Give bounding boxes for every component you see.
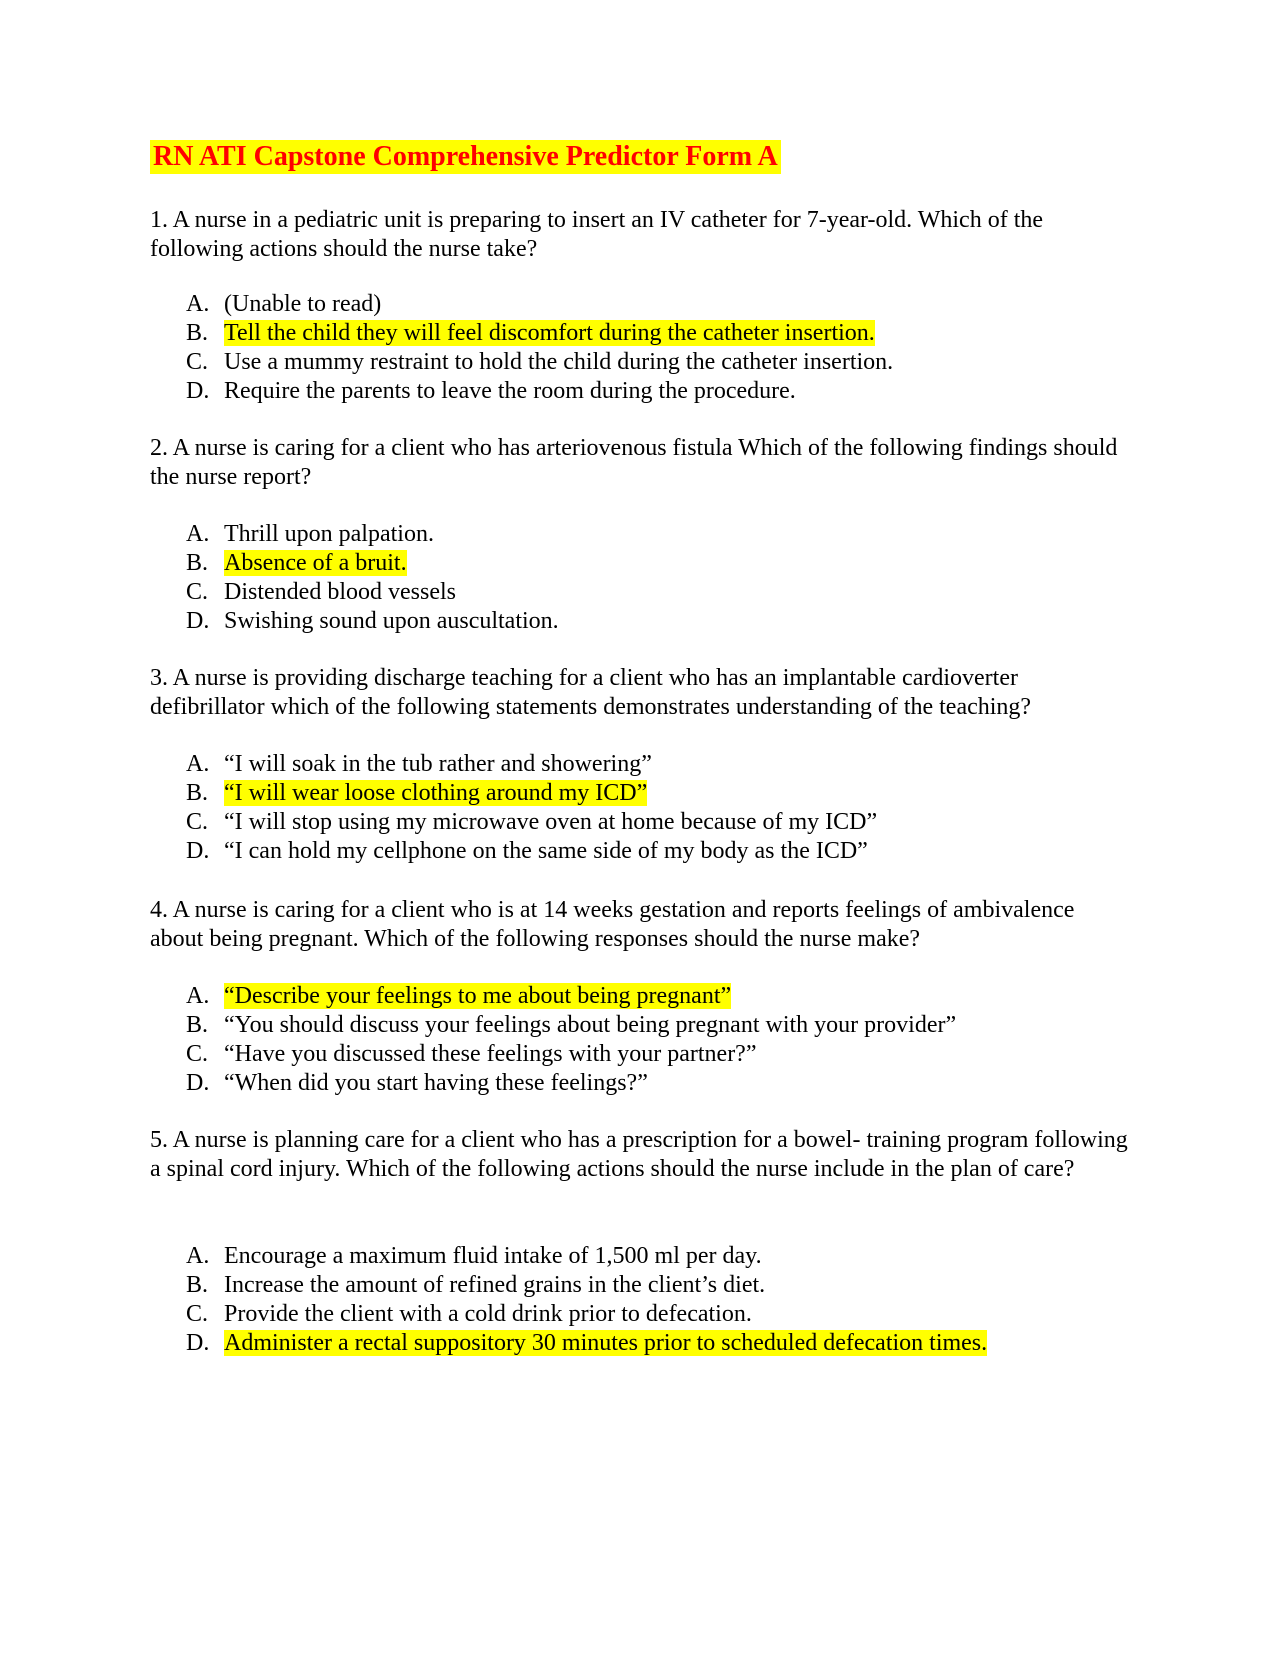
question-1-stem: 1. A nurse in a pediatric unit is preparing to insert an IV catheter for 7-year-old. Which of the following actions should the nurse take? — [150, 207, 1044, 262]
option-text: Encourage a maximum fluid intake of 1,500 ml per day. — [224, 1243, 762, 1269]
option-letter: D. — [186, 838, 210, 864]
option-text: Use a mummy restraint to hold the child during the catheter insertion. — [224, 349, 894, 375]
option-text: “Have you discussed these feelings with your partner?” — [224, 1041, 757, 1067]
question-2-stem: 2. A nurse is caring for a client who has arteriovenous fistula Which of the following findings should the nurse report? — [150, 435, 1118, 490]
option-text: Provide the client with a cold drink prior to defecation. — [224, 1301, 752, 1327]
option-4a — [186, 982, 1186, 1011]
option-text: “I will wear loose clothing around my ICD” — [224, 780, 648, 806]
option-letter: D. — [186, 1070, 210, 1096]
option-letter: C. — [186, 579, 209, 605]
option-2b — [186, 549, 1186, 578]
option-letter: D. — [186, 1330, 210, 1356]
option-letter: C. — [186, 1301, 209, 1327]
option-3a — [186, 750, 1186, 779]
question-3-options — [186, 750, 1186, 866]
option-text: (Unable to read) — [224, 291, 382, 317]
option-letter: A. — [186, 291, 210, 317]
option-5c — [186, 1300, 1186, 1329]
question-4-stem: 4. A nurse is caring for a client who is at 14 weeks gestation and reports feelings of ambivalence about being pregnant. Which of the following responses should the nurse make? — [150, 897, 1075, 952]
option-text: Distended blood vessels — [224, 579, 456, 605]
option-5d — [186, 1329, 1186, 1358]
option-4c — [186, 1040, 1186, 1069]
option-3b — [186, 779, 1186, 808]
option-5a — [186, 1242, 1186, 1271]
option-2c — [186, 578, 1186, 607]
option-text: “I can hold my cellphone on the same side of my body as the ICD” — [224, 838, 868, 864]
option-letter: C. — [186, 809, 209, 835]
option-4b — [186, 1011, 1186, 1040]
option-text: Require the parents to leave the room during the procedure. — [224, 378, 796, 404]
option-text: Tell the child they will feel discomfort during the catheter insertion. — [224, 320, 875, 346]
question-2-options — [186, 520, 1186, 636]
option-1a — [186, 290, 1186, 319]
question-4-options — [186, 982, 1186, 1098]
option-3d — [186, 837, 1186, 866]
option-text: Increase the amount of refined grains in the client’s diet. — [224, 1272, 766, 1298]
option-1c — [186, 348, 1186, 377]
page-title: RN ATI Capstone Comprehensive Predictor Form A — [150, 140, 781, 174]
option-text: Absence of a bruit. — [224, 550, 407, 576]
option-letter: B. — [186, 320, 209, 346]
option-2a — [186, 520, 1186, 549]
option-2d — [186, 607, 1186, 636]
option-text: “Describe your feelings to me about being pregnant” — [224, 983, 732, 1009]
option-letter: A. — [186, 521, 210, 547]
option-letter: D. — [186, 378, 210, 404]
option-text: Thrill upon palpation. — [224, 521, 434, 547]
option-5b — [186, 1271, 1186, 1300]
option-4d — [186, 1069, 1186, 1098]
question-5-options — [186, 1242, 1186, 1358]
option-letter: D. — [186, 608, 210, 634]
option-3c — [186, 808, 1186, 837]
option-1d — [186, 377, 1186, 406]
option-letter: A. — [186, 1243, 210, 1269]
option-text: Administer a rectal suppository 30 minutes prior to scheduled defecation times. — [224, 1330, 988, 1356]
option-text: “I will soak in the tub rather and showering” — [224, 751, 652, 777]
question-3-stem: 3. A nurse is providing discharge teaching for a client who has an implantable cardioverter defibrillator which of the following statements demonstrates understanding of the teaching? — [150, 665, 1032, 720]
option-letter: A. — [186, 983, 210, 1009]
option-text: “I will stop using my microwave oven at home because of my ICD” — [224, 809, 878, 835]
question-1-options — [186, 290, 1186, 406]
option-text: “You should discuss your feelings about being pregnant with your provider” — [224, 1012, 957, 1038]
option-letter: B. — [186, 780, 209, 806]
option-1b — [186, 319, 1186, 348]
option-letter: C. — [186, 349, 209, 375]
option-text: Swishing sound upon auscultation. — [224, 608, 559, 634]
option-text: “When did you start having these feelings?” — [224, 1070, 648, 1096]
option-letter: C. — [186, 1041, 209, 1067]
question-5-stem: 5. A nurse is planning care for a client who has a prescription for a bowel- training program following a spinal cord injury. Which of the following actions should the nurse include in the plan of care? — [150, 1127, 1128, 1182]
option-letter: A. — [186, 751, 210, 777]
option-letter: B. — [186, 550, 209, 576]
option-letter: B. — [186, 1272, 209, 1298]
option-letter: B. — [186, 1012, 209, 1038]
